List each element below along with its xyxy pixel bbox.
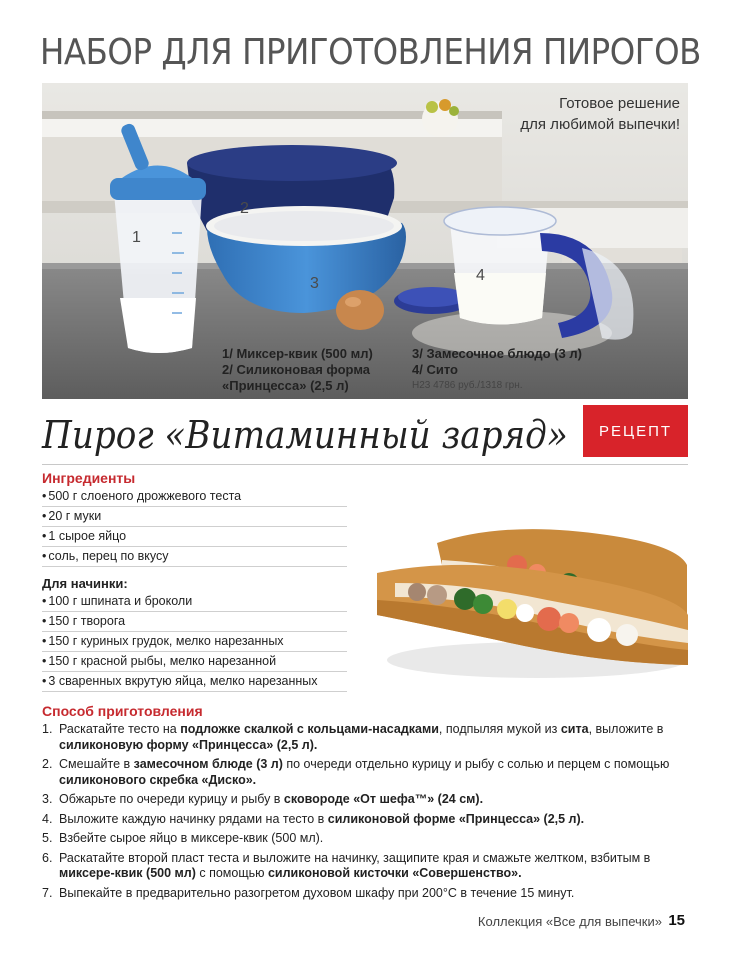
dough-ingredients-list	[42, 487, 347, 567]
ingredient-item: • 150 г творога	[42, 612, 347, 632]
step-text-segment: , выложите в	[588, 722, 664, 736]
method-step	[42, 722, 682, 753]
product-number-3: 3	[310, 275, 319, 292]
method-heading: Способ приготовления	[42, 703, 203, 719]
product-number-2: 2	[240, 200, 249, 217]
pie-illustration	[347, 465, 688, 693]
step-text	[59, 831, 682, 847]
legend-item: 2/ Силиконовая форма	[222, 362, 370, 377]
method-step	[42, 812, 682, 828]
step-text-segment: Выпекайте в предварительно разогретом духовом шкафу при 200°С в течение 15 минут.	[59, 885, 575, 900]
ingredient-item: • 20 г муки	[42, 507, 347, 527]
step-text-bold: силиконовой форме «Принцесса» (2,5 л).	[327, 811, 585, 826]
step-text-bold: подложке скалкой с кольцами-насадками	[180, 722, 439, 736]
footer-collection: Коллекция «Все для выпечки»	[477, 914, 662, 929]
step-text	[59, 722, 682, 753]
step-text-segment: Раскатайте второй пласт теста и выложите на начинку, защипите края и смажьте желтком, взбитым в	[59, 850, 651, 865]
step-text	[59, 812, 682, 828]
product-price: H23 4786 руб./1318 грн.	[412, 380, 523, 391]
product-legend-right	[412, 346, 582, 378]
ingredient-item: • 500 г слоеного дрожжевого теста	[42, 487, 347, 507]
step-text-segment: Выложите каждую начинку рядами на тесто в	[59, 811, 328, 826]
hero-product-photo	[42, 83, 688, 399]
step-number: 2.	[42, 757, 53, 771]
method-step	[42, 831, 682, 847]
legend-item: 1/ Миксер-квик (500 мл)	[222, 346, 373, 361]
product-number-1: 1	[132, 229, 141, 246]
step-text	[59, 757, 682, 788]
ingredient-item: • 150 г красной рыбы, мелко нарезанной	[42, 652, 347, 672]
method-step	[42, 757, 682, 788]
step-text	[59, 851, 682, 882]
step-text	[59, 792, 682, 808]
step-text-segment: по очереди отдельно курицу и рыбу с солью и перцем с помощью	[282, 757, 670, 771]
step-text-bold: сковороде «От шефа™» (24 см).	[283, 792, 484, 806]
step-text-bold: силиконовую форму «Принцесса» (2,5 л).	[59, 737, 318, 752]
method-step	[42, 792, 682, 808]
recipe-badge: РЕЦЕПТ	[583, 405, 688, 457]
step-text	[59, 886, 682, 902]
step-text-segment: Раскатайте тесто на	[59, 722, 181, 736]
hero-tagline-line2: для любимой выпечки!	[520, 116, 680, 133]
page-number: 15	[668, 912, 685, 929]
step-text-segment: Смешайте в	[59, 757, 134, 771]
page-title: НАБОР ДЛЯ ПРИГОТОВЛЕНИЯ ПИРОГОВ	[40, 32, 701, 73]
step-text-bold: силиконового скребка «Диско».	[59, 772, 257, 787]
step-text-bold: силиконовой кисточки «Совершенство».	[267, 866, 522, 880]
ingredient-item: • соль, перец по вкусу	[42, 547, 347, 567]
ingredient-item: • 100 г шпината и броколи	[42, 592, 347, 612]
step-text-segment: с помощью	[195, 866, 268, 880]
hero-tagline	[420, 93, 680, 135]
ingredient-item: • 150 г куриных грудок, мелко нарезанных	[42, 632, 347, 652]
step-text-bold: сита	[560, 722, 589, 736]
step-number: 6.	[42, 850, 53, 865]
product-number-4: 4	[476, 267, 485, 284]
legend-item: 4/ Сито	[412, 362, 458, 377]
pie-photo	[347, 465, 688, 693]
step-text-segment: , подпыляя мукой из	[438, 722, 561, 736]
hero-tagline-line1: Готовое решение	[559, 95, 680, 112]
method-step	[42, 851, 682, 882]
ingredients-heading: Ингредиенты	[42, 470, 136, 486]
step-text-segment: Обжарьте по очереди курицу и рыбу в	[59, 792, 284, 806]
step-number: 1.	[42, 722, 53, 736]
legend-item: «Принцесса» (2,5 л)	[222, 378, 349, 393]
method-step	[42, 886, 682, 902]
product-legend-left	[222, 346, 373, 394]
ingredient-item: • 3 сваренных вкрутую яйца, мелко нарезанных	[42, 672, 347, 692]
filling-heading: Для начинки:	[42, 576, 128, 591]
filling-ingredients-list	[42, 592, 347, 692]
ingredient-item: • 1 сырое яйцо	[42, 527, 347, 547]
step-text-bold: миксере-квик (500 мл)	[59, 866, 196, 880]
method-steps-list	[42, 722, 682, 905]
step-number: 4.	[42, 811, 53, 826]
step-text-bold: замесочном блюде (3 л)	[133, 757, 283, 771]
step-number: 3.	[42, 792, 53, 806]
legend-item: 3/ Замесочное блюдо (3 л)	[412, 346, 582, 361]
recipe-title: Пирог «Витаминный заряд»	[42, 413, 568, 457]
step-number: 7.	[42, 885, 53, 900]
step-number: 5.	[42, 831, 53, 845]
step-text-segment: Взбейте сырое яйцо в миксере-квик (500 мл).	[59, 831, 324, 845]
